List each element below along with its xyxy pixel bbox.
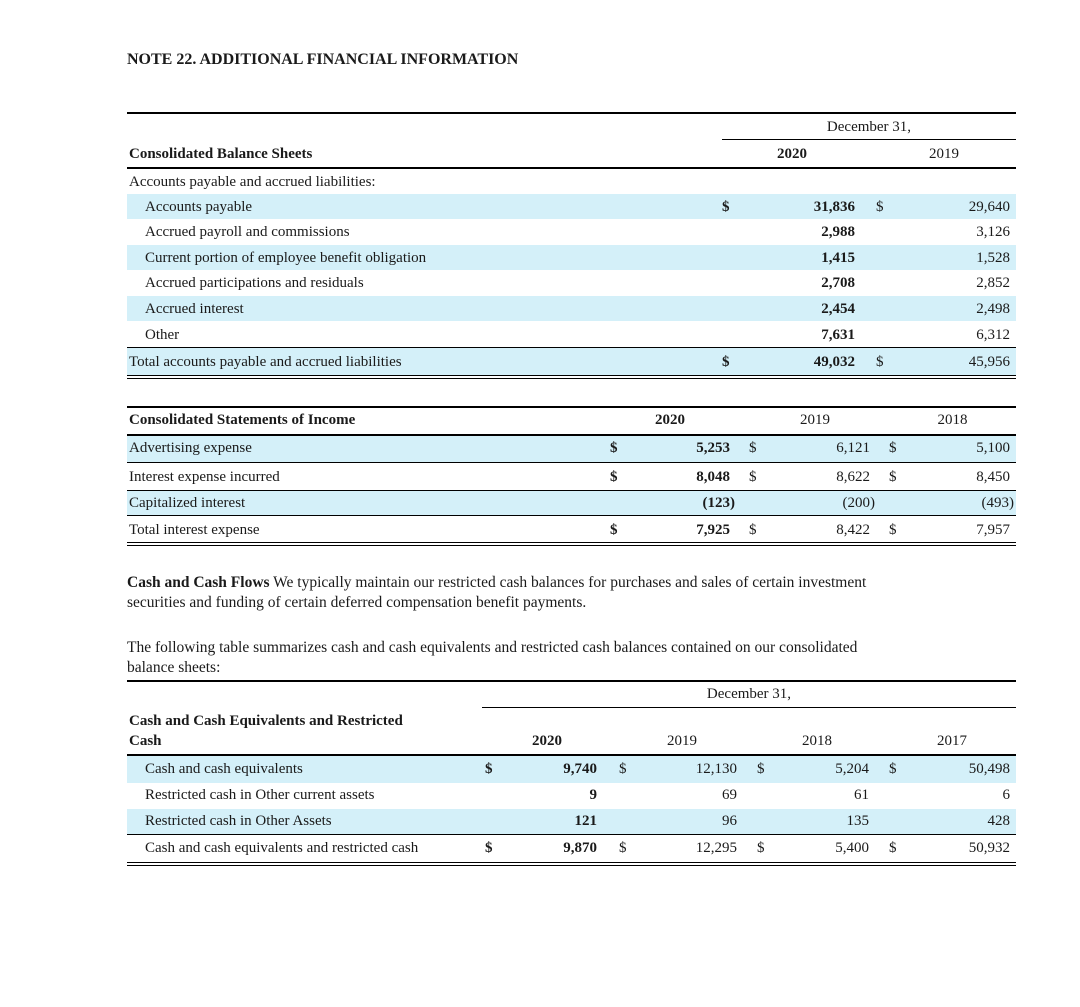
currency-symbol: $: [722, 199, 730, 215]
bottom-rule-double: [127, 378, 1016, 379]
table-top-rule: [127, 112, 1016, 114]
value-2018: 135: [846, 813, 869, 829]
currency-symbol: $: [889, 522, 897, 538]
value-2017: 50,932: [968, 840, 1010, 856]
row-label: Restricted cash in Other current assets: [145, 787, 375, 803]
currency-symbol: $: [749, 469, 757, 485]
row-label: Restricted cash in Other Assets: [145, 813, 332, 829]
column-year-2019: 2019: [800, 412, 830, 428]
total-2019: 45,956: [968, 354, 1010, 370]
currency-symbol: $: [757, 761, 765, 777]
column-year-2018: 2018: [937, 412, 968, 428]
cash-flows-paragraph: [127, 573, 907, 613]
column-year-2020: 2020: [655, 412, 685, 428]
currency-symbol: $: [485, 840, 493, 856]
row-label: Accrued participations and residuals: [145, 275, 364, 291]
paragraph-lead: Cash and Cash Flows: [127, 574, 270, 591]
value-2020: 5,253: [696, 440, 730, 456]
table-heading: Consolidated Statements of Income: [129, 412, 356, 428]
section-label: Accounts payable and accrued liabilities:: [129, 174, 376, 190]
currency-symbol: $: [610, 522, 618, 538]
period-header: December 31,: [706, 686, 792, 702]
value-2017: 50,498: [968, 761, 1010, 777]
total-rule: [127, 347, 1016, 348]
currency-symbol: $: [889, 840, 897, 856]
column-year-2018: 2018: [802, 733, 832, 749]
value-2018: 5,400: [835, 840, 869, 856]
currency-symbol: $: [619, 840, 627, 856]
currency-symbol: $: [889, 469, 897, 485]
value-2020: (123): [702, 495, 735, 511]
bottom-rule-double: [127, 545, 1016, 546]
page-title: NOTE 22. ADDITIONAL FINANCIAL INFORMATION: [127, 51, 519, 68]
value-2020: 1,415: [821, 250, 855, 266]
value-2019: 96: [722, 813, 737, 829]
value-2020: 9,870: [563, 840, 597, 856]
value-2019: 8,422: [836, 522, 870, 538]
row-rule: [127, 515, 1016, 516]
summary-paragraph: The following table summarizes cash and cash equivalents and restricted cash balances contained on our consolidated balance sheets:: [127, 639, 858, 676]
table-heading: Cash and Cash Equivalents and Restricted: [129, 713, 403, 729]
row-label: Cash and cash equivalents: [145, 761, 303, 777]
value-2018: 7,957: [976, 522, 1010, 538]
table-top-rule: [127, 406, 1016, 408]
currency-symbol: $: [889, 440, 897, 456]
column-year-2017: 2017: [937, 733, 967, 749]
value-2018: 5,100: [976, 440, 1010, 456]
row-label: Accounts payable: [145, 199, 253, 215]
value-2020: 8,048: [696, 469, 730, 485]
currency-symbol: $: [757, 840, 765, 856]
value-2019: (200): [842, 495, 875, 511]
value-2020: 2,708: [821, 275, 855, 291]
row-rule: [127, 462, 1016, 463]
column-year-2019: 2019: [667, 733, 697, 749]
value-2017: 6: [1002, 787, 1010, 803]
value-2020: 7,631: [821, 327, 855, 343]
row-label: Other: [145, 327, 180, 343]
currency-symbol: $: [889, 761, 897, 777]
value-2017: 428: [987, 813, 1010, 829]
currency-symbol: $: [722, 354, 730, 370]
table-heading-line2: Cash: [129, 733, 162, 749]
value-2019: 6,121: [836, 440, 870, 456]
value-2019: 6,312: [976, 327, 1010, 343]
row-rule: [127, 490, 1016, 491]
value-2019: 12,295: [695, 840, 737, 856]
value-2020: 121: [574, 813, 597, 829]
value-2018: 5,204: [835, 761, 869, 777]
bottom-rule: [127, 862, 1016, 863]
row-label: Advertising expense: [129, 440, 252, 456]
value-2019: 29,640: [968, 199, 1010, 215]
table-top-rule: [127, 680, 1016, 682]
value-2018: (493): [981, 495, 1014, 511]
value-2020: 7,925: [696, 522, 730, 538]
value-2018: 8,450: [976, 469, 1010, 485]
currency-symbol: $: [610, 440, 618, 456]
currency-symbol: $: [749, 522, 757, 538]
row-label: Capitalized interest: [129, 495, 246, 511]
table-heading: Consolidated Balance Sheets: [129, 146, 313, 162]
period-header-rule: [482, 707, 1016, 708]
row-label: Total interest expense: [129, 522, 260, 538]
currency-symbol: $: [485, 761, 493, 777]
currency-symbol: $: [619, 761, 627, 777]
value-2019: 12,130: [695, 761, 737, 777]
row-label: Current portion of employee benefit obligation: [145, 250, 427, 266]
value-2019: 1,528: [976, 250, 1010, 266]
currency-symbol: $: [876, 354, 884, 370]
value-2019: 2,852: [976, 275, 1010, 291]
value-2019: 69: [722, 787, 737, 803]
bottom-rule-double: [127, 865, 1016, 866]
total-rule: [127, 834, 1016, 835]
total-label: Total accounts payable and accrued liabilities: [129, 354, 402, 370]
value-2020: 2,988: [821, 224, 855, 240]
currency-symbol: $: [749, 440, 757, 456]
value-2019: 2,498: [976, 301, 1010, 317]
currency-symbol: $: [876, 199, 884, 215]
total-2020: 49,032: [813, 354, 855, 370]
row-label: Interest expense incurred: [129, 469, 280, 485]
row-label: Accrued interest: [145, 301, 244, 317]
column-year-2020: 2020: [777, 146, 807, 162]
value-2019: 8,622: [836, 469, 870, 485]
value-2020: 31,836: [813, 199, 855, 215]
period-header-rule: [722, 139, 1016, 140]
value-2019: 3,126: [976, 224, 1010, 240]
row-label: Accrued payroll and commissions: [145, 224, 350, 240]
currency-symbol: $: [610, 469, 618, 485]
column-year-2019: 2019: [929, 146, 959, 162]
value-2020: 9: [589, 787, 597, 803]
paragraph-text: We typically maintain our restricted cash balances for purchases and sales of certain investment securities and funding of certain deferred compensation benefit payments.: [127, 574, 867, 611]
value-2020: 9,740: [563, 761, 597, 777]
value-2020: 2,454: [821, 301, 855, 317]
row-label: Cash and cash equivalents and restricted cash: [145, 840, 419, 856]
period-header: December 31,: [826, 119, 912, 135]
bottom-rule: [127, 542, 1016, 543]
column-year-2020: 2020: [532, 733, 562, 749]
header-rule: [127, 167, 1016, 169]
bottom-rule: [127, 375, 1016, 376]
value-2018: 61: [854, 787, 869, 803]
